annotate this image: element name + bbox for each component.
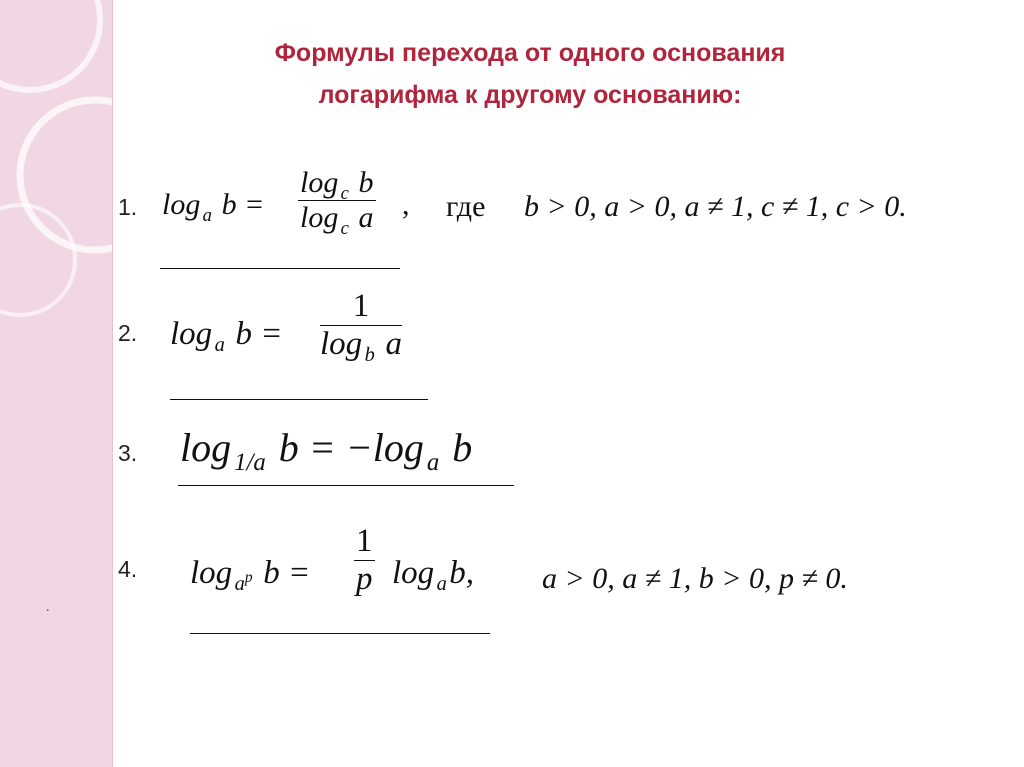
formula-1-comma: , (402, 188, 410, 221)
formula-4-lhs (190, 555, 311, 596)
stray-dot: . (46, 600, 50, 615)
formula-4-underline (190, 633, 490, 634)
formula-1-lhs-base: a (202, 204, 212, 226)
formula-2-number: 2. (118, 320, 138, 346)
formula-4-lhs-arg: b = (263, 555, 311, 591)
formula-3-rhs-base: a (426, 448, 440, 476)
formula-2-lhs-log: log (170, 316, 213, 352)
formula-1-den-arg: a (358, 201, 374, 234)
formula-1-num-log: log (300, 166, 339, 199)
formula-4-rhs-base: a (436, 573, 447, 596)
formula-4-lhs-base-letter: a (234, 573, 245, 596)
formula-4-fraction (354, 523, 375, 598)
formula-2-den-log: log (320, 326, 363, 362)
formula-1-underline (160, 268, 400, 269)
formula-2-fraction (320, 288, 403, 367)
formula-1-lhs-arg: b = (221, 188, 265, 221)
formula-4-denominator: p (356, 561, 373, 597)
formula-4-rhs (392, 555, 475, 596)
formula-4-rhs-log: log (392, 555, 435, 591)
decorative-circles (0, 0, 112, 767)
formula-4-condition: a > 0, a ≠ 1, b > 0, p ≠ 0. (542, 562, 848, 595)
formula-4-numerator: 1 (356, 523, 373, 559)
formula-3-lhs-log: log (180, 425, 232, 470)
formula-1-den-base: c (340, 217, 349, 239)
formula-2-den-base: b (364, 344, 375, 367)
formula-2-underline (170, 399, 428, 400)
formula-3-lhs-base: 1/a (234, 448, 266, 476)
formula-2-lhs-arg: b = (235, 316, 283, 352)
formula-1-num-base: c (340, 182, 349, 204)
slide-title (150, 32, 910, 116)
formula-3-expression (180, 424, 473, 476)
formula-1-denominator (298, 201, 376, 239)
formula-1-den-log: log (300, 201, 339, 234)
title-line-1: Формулы перехода от одного основания (274, 39, 786, 67)
formula-3-underline (178, 485, 514, 486)
formula-3-rhs-arg: b (452, 425, 473, 470)
formula-1-number: 1. (118, 194, 138, 220)
title-line-2: логарифма к другому основанию: (318, 81, 742, 109)
formula-1-lhs (162, 188, 265, 226)
formula-2-denominator (320, 326, 403, 367)
formula-1-condition: b > 0, a > 0, a ≠ 1, c ≠ 1, c > 0. (524, 190, 907, 223)
formula-4-number: 4. (118, 556, 138, 582)
formula-2-lhs (170, 316, 283, 357)
formula-4-lhs-log: log (190, 555, 233, 591)
formula-1-lhs-log: log (162, 188, 201, 221)
formula-2-numerator: 1 (320, 288, 402, 326)
formula-1-num-arg: b (358, 166, 374, 199)
formula-2-lhs-base: a (214, 334, 225, 357)
formula-2-den-arg: a (385, 326, 403, 362)
formula-1-numerator (298, 166, 376, 204)
formula-4-lhs-power: p (244, 569, 253, 587)
formula-1-fraction (298, 166, 376, 239)
formula-4-lhs-base (234, 569, 253, 596)
decorative-side-strip (0, 0, 113, 767)
formula-1-where: где (446, 190, 486, 223)
formula-4-rhs-arg: b, (449, 555, 475, 591)
formula-3-number: 3. (118, 440, 138, 466)
formula-3-middle: b = −log (278, 425, 424, 470)
